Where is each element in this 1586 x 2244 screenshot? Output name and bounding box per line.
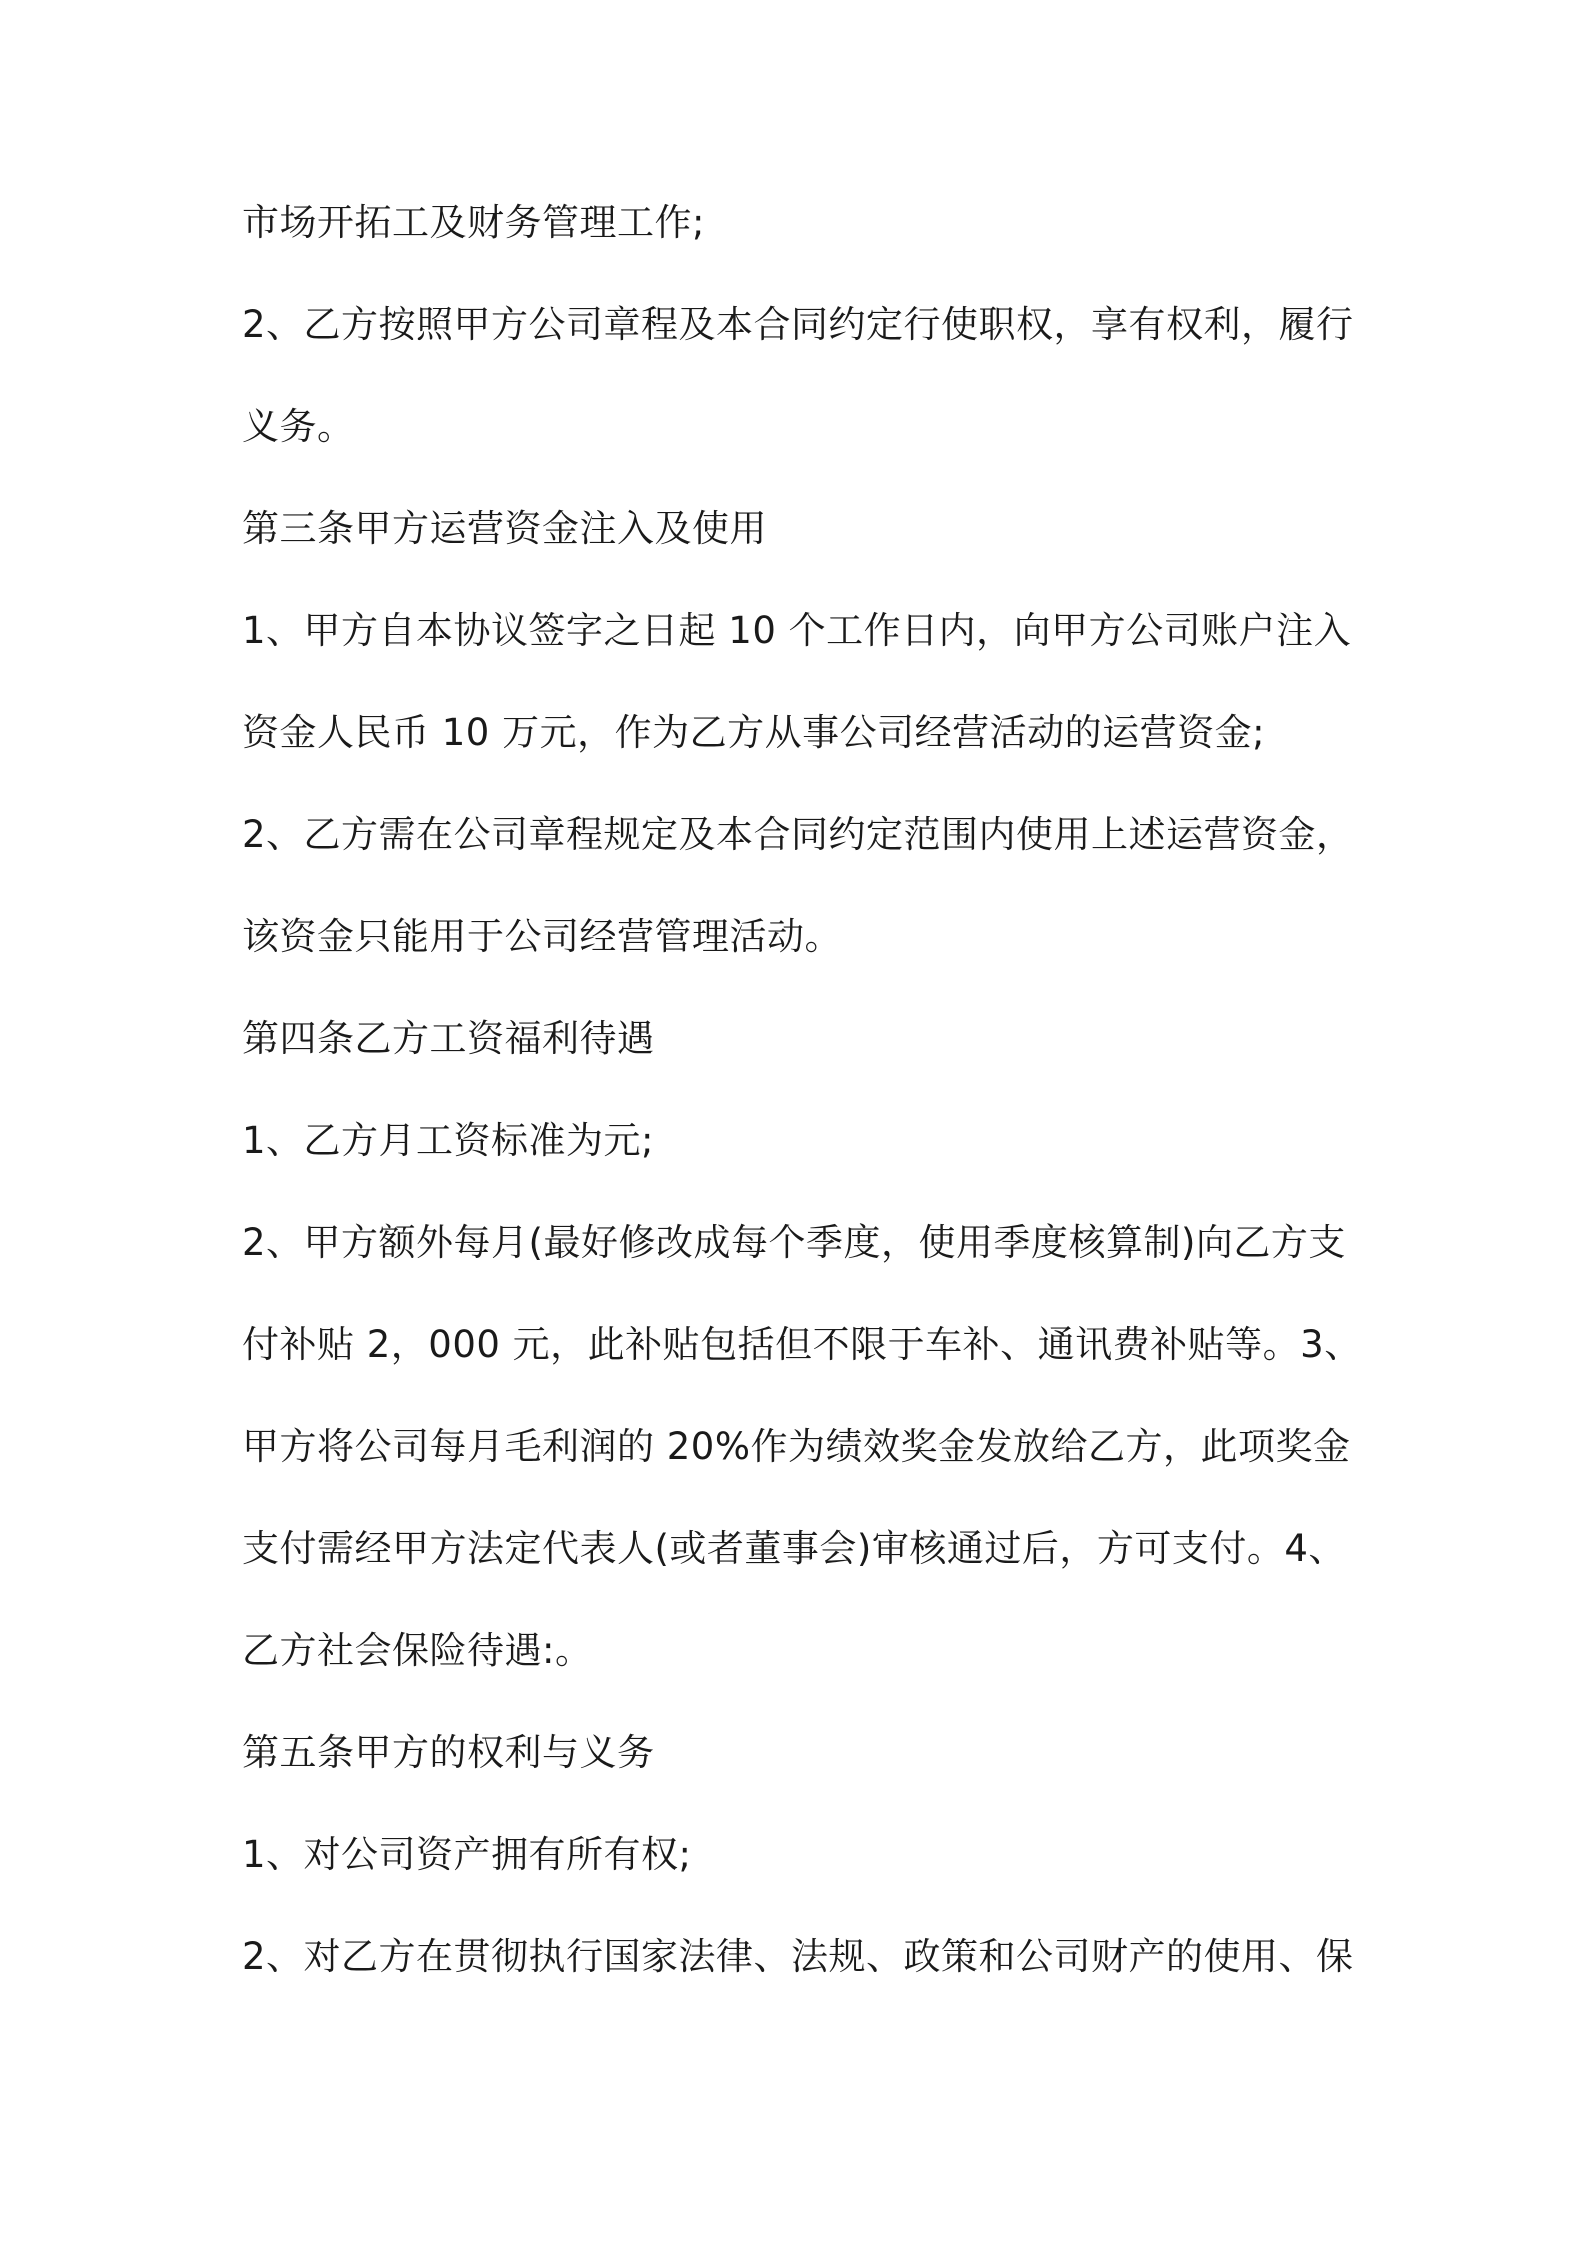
- document-body: [242, 190, 1362, 2026]
- text-line: 该资金只能用于公司经营管理活动。: [242, 915, 842, 958]
- text-line: 市场开拓工及财务管理工作;: [242, 201, 705, 244]
- section-heading: 第三条甲方运营资金注入及使用: [242, 507, 767, 550]
- text-line: 付补贴 2，000 元，此补贴包括但不限于车补、通讯费补贴等。3、: [242, 1323, 1362, 1366]
- text-line: 支付需经甲方法定代表人(或者董事会)审核通过后，方可支付。4、: [242, 1527, 1346, 1570]
- text-line: 义务。: [242, 405, 355, 448]
- text-line: 1、甲方自本协议签字之日起 10 个工作日内，向甲方公司账户注入: [242, 609, 1352, 652]
- text-line: 1、对公司资产拥有所有权;: [242, 1833, 692, 1876]
- text-line: 乙方社会保险待遇:。: [242, 1629, 593, 1672]
- text-line: 2、乙方按照甲方公司章程及本合同约定行使职权，享有权利，履行: [242, 303, 1354, 346]
- text-line: 2、甲方额外每月(最好修改成每个季度，使用季度核算制)向乙方支: [242, 1221, 1346, 1264]
- section-heading: 第五条甲方的权利与义务: [242, 1731, 655, 1774]
- text-line: 资金人民币 10 万元，作为乙方从事公司经营活动的运营资金;: [242, 711, 1266, 754]
- text-line: 2、对乙方在贯彻执行国家法律、法规、政策和公司财产的使用、保: [242, 1935, 1354, 1978]
- section-heading: 第四条乙方工资福利待遇: [242, 1017, 655, 1060]
- text-line: 1、乙方月工资标准为元;: [242, 1119, 655, 1162]
- text-line: 甲方将公司每月毛利润的 20%作为绩效奖金发放给乙方，此项奖金: [242, 1425, 1351, 1468]
- text-line: 2、乙方需在公司章程规定及本合同约定范围内使用上述运营资金，: [242, 813, 1354, 856]
